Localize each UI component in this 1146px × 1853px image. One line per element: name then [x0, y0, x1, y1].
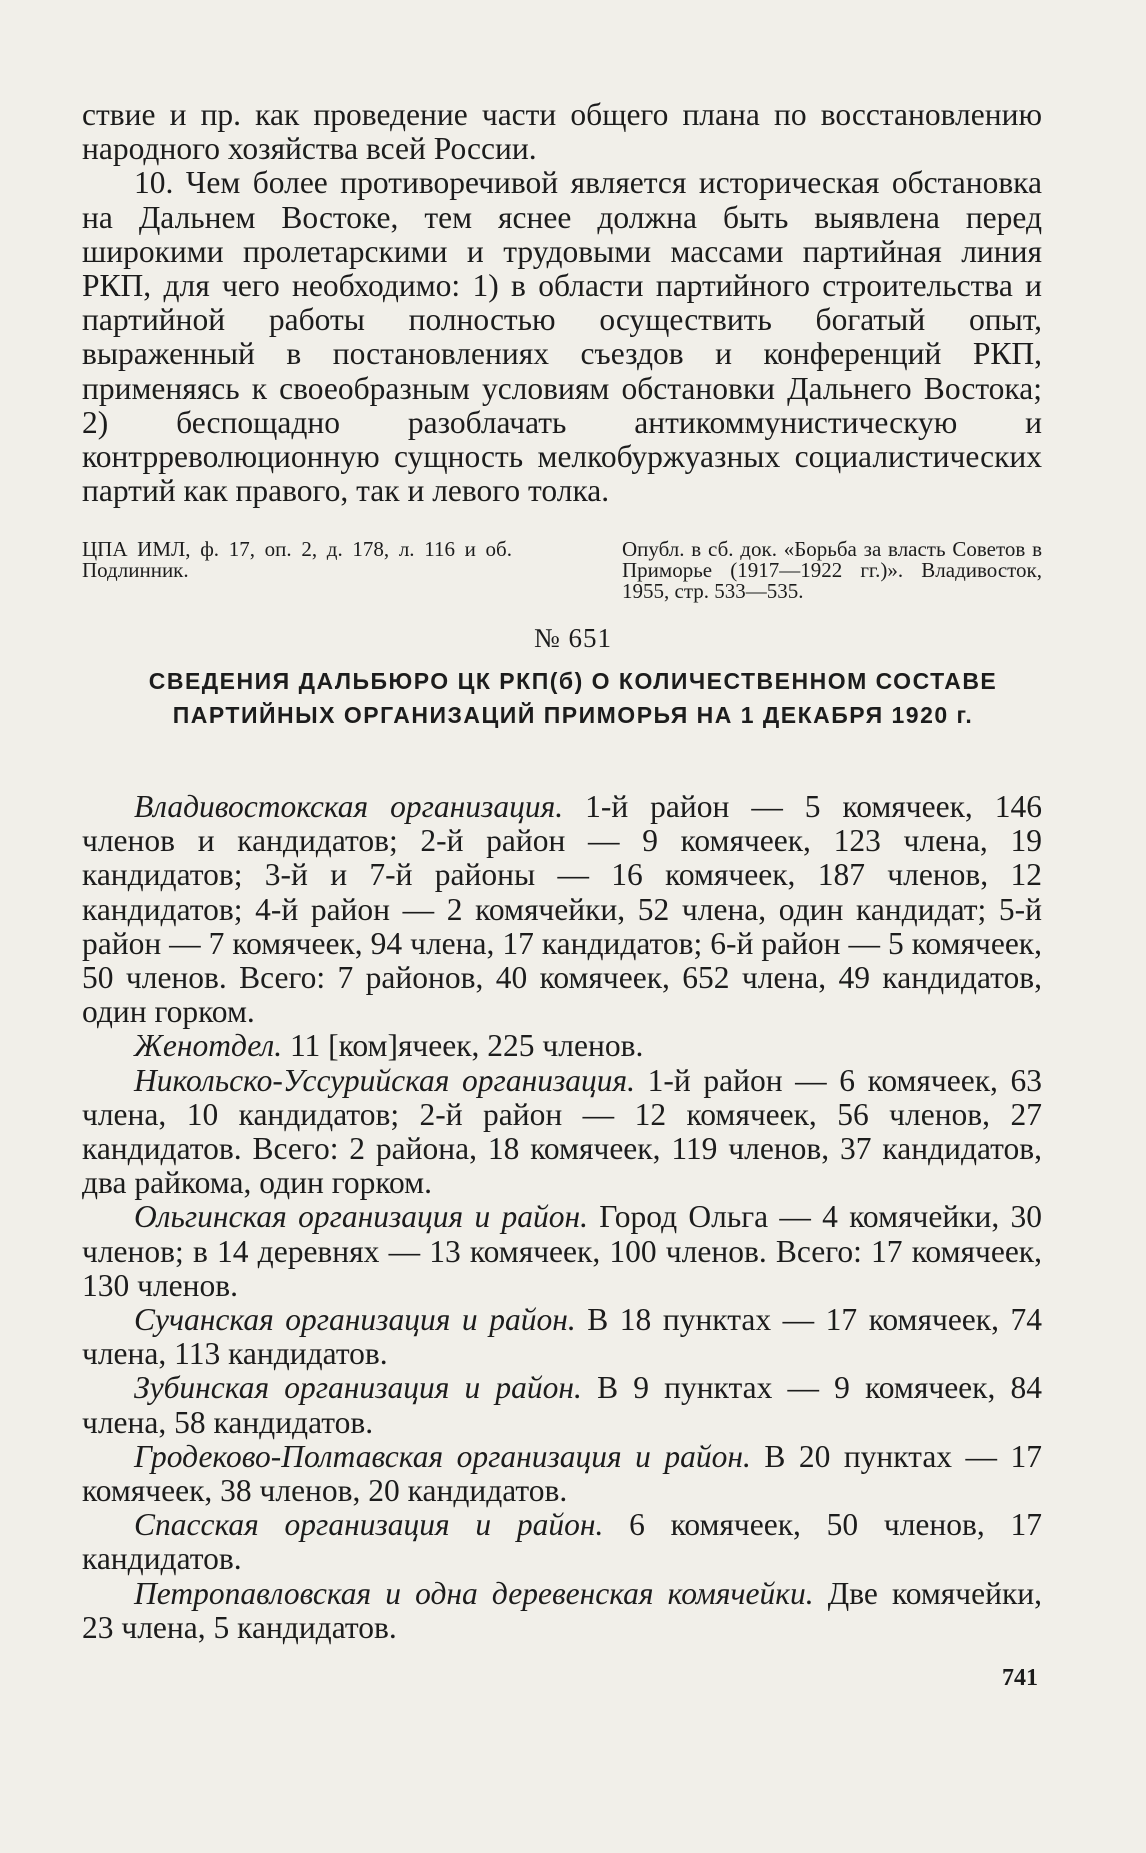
- org-name: Петропавловская и одна деревенская комячейки.: [134, 1575, 814, 1611]
- continued-paragraph: ствие и пр. как проведение части общего плана по восстановлению народного хозяйства всей России.: [82, 97, 1042, 167]
- org-details: Город Ольга — 4 комячейки, 30 членов; в 14 деревнях — 13 комячеек, 100 членов. Всего: 17 комячеек, 130 членов.: [82, 1199, 1042, 1303]
- document-title: СВЕДЕНИЯ ДАЛЬБЮРО ЦК РКП(б) О КОЛИЧЕСТВЕННОМ СОСТАВЕ ПАРТИЙНЫХ ОРГАНИЗАЦИЙ ПРИМОРЬЯ НА 1 ДЕКАБРЯ 1920 г.: [148, 668, 998, 728]
- org-entry: [82, 1577, 1042, 1645]
- org-name: Сучанская организация и район.: [134, 1302, 576, 1338]
- org-name: Зубинская организация и район.: [134, 1370, 582, 1406]
- org-details: 6 комячеек, 50 членов, 17 кандидатов.: [82, 1507, 1043, 1577]
- org-entry: [82, 1064, 1042, 1201]
- org-details: В 20 пунктах — 17 комячеек, 38 членов, 20 кандидатов.: [82, 1438, 1043, 1509]
- org-entry: [82, 1303, 1042, 1371]
- org-name: Владивостокская организация.: [134, 789, 564, 824]
- org-entry: [82, 790, 1042, 1029]
- org-details: В 9 пунктах — 9 комячеек, 84 члена, 58 кандидатов.: [82, 1370, 1042, 1440]
- intro-section: [82, 98, 1042, 508]
- org-details: В 18 пунктах — 17 комячеек, 74 члена, 113 кандидатов.: [82, 1302, 1042, 1372]
- org-name: Ольгинская организация и район.: [134, 1199, 589, 1235]
- org-entry: [82, 1029, 1042, 1063]
- org-name: Женотдел.: [134, 1028, 283, 1064]
- org-name: Никольско-Уссурийская организация.: [134, 1062, 636, 1098]
- org-entry: [82, 1200, 1042, 1303]
- org-details: 1-й район — 6 комячеек, 63 члена, 10 кандидатов; 2-й район — 12 комячеек, 56 членов, 27 кандидатов. Всего: 2 района, 18 комячеек, 119 членов, 37 кандидатов, два райкома, один горком.: [82, 1062, 1043, 1201]
- organizations-list: [82, 790, 1042, 1645]
- org-entry: [82, 1371, 1042, 1439]
- point-10-paragraph: 10. Чем более противоречивой является историческая обстановка на Дальнем Востоке, тем яснее должна быть выявлена перед широкими пролетарскими и трудовыми массами партийная линия РКП, для чего необходимо: 1) в области партийного строительства и партийной работы полностью осуществить богатый опыт, выраженный в постановлениях съездов и конференций РКП, применяясь к своеобразным условиям обстановки Дальнего Востока; 2) беспощадно разоблачать антикоммунистическую и контрреволюционную сущность мелкобуржуазных социалистических партий как правого, так и левого толка.: [82, 165, 1042, 509]
- archive-reference: ЦПА ИМЛ, ф. 17, оп. 2, д. 178, л. 116 и об. Подлинник.: [82, 537, 512, 582]
- page-number: 741: [1002, 1665, 1038, 1691]
- org-details: 11 [ком]ячеек, 225 членов.: [289, 1028, 644, 1064]
- publication-reference: Опубл. в сб. док. «Борьба за власть Советов в Приморье (1917—1922 гг.)». Владивосток, 1955, стр. 533—535.: [622, 537, 1042, 603]
- org-details: Две комячейки, 23 члена, 5 кандидатов.: [82, 1575, 1043, 1645]
- org-name: Спасская организация и район.: [134, 1507, 604, 1543]
- org-entry: [82, 1440, 1042, 1508]
- document-number: № 651: [533, 623, 612, 653]
- org-details: 1-й район — 5 комячеек, 146 членов и кандидатов; 2-й район — 9 комячеек, 123 члена, 19 кандидатов; 3-й и 7-й районы — 16 комячеек, 187 членов, 12 кандидатов; 4-й район — 2 комячейки, 52 члена, один кандидат; 5-й район — 7 комячеек, 94 члена, 17 кандидатов; 6-й район — 5 комячеек, 50 членов. Всего: 7 районов, 40 комячеек, 652 члена, 49 кандидатов, один горком.: [82, 789, 1042, 1030]
- org-name: Гродеково-Полтавская организация и район.: [134, 1438, 751, 1474]
- org-entry: [82, 1508, 1042, 1576]
